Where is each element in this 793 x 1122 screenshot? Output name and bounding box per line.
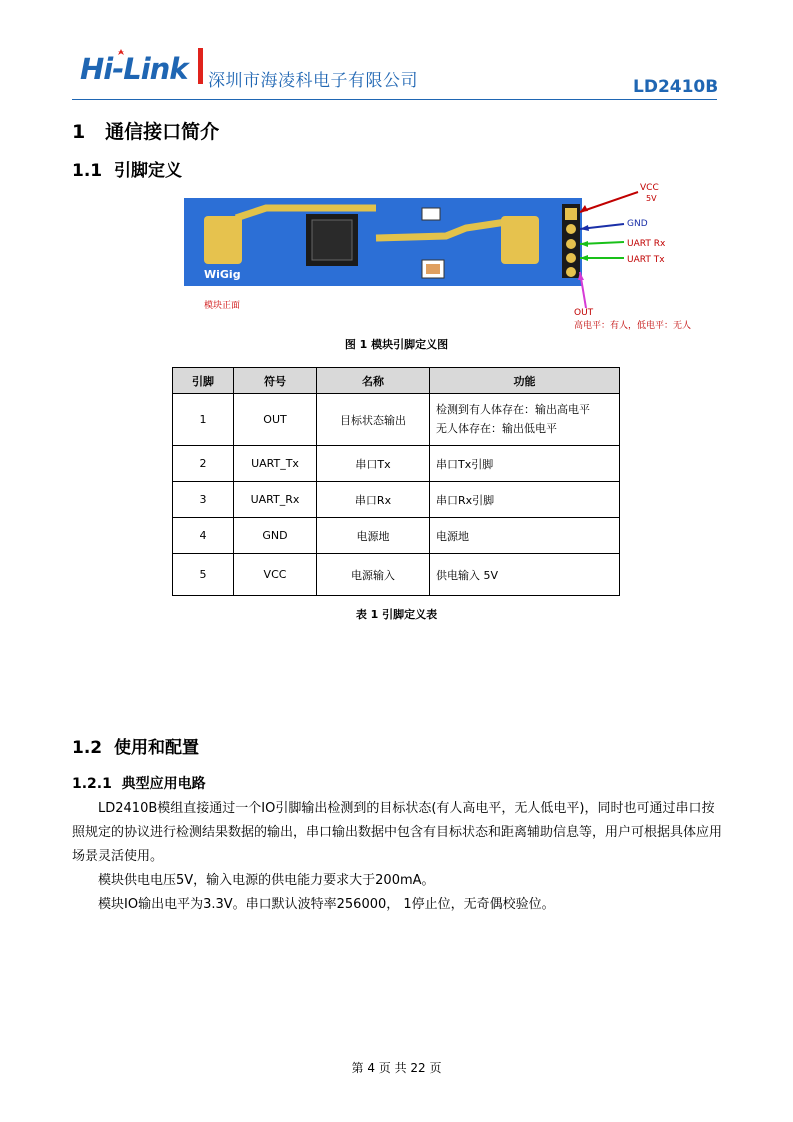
cell-pin: 4 xyxy=(173,518,234,554)
cell-function: 检测到有人体存在：输出高电平 无人体存在：输出低电平 xyxy=(430,394,620,446)
section-title: 引脚定义 xyxy=(113,161,182,181)
section-title: 通信接口简介 xyxy=(105,121,220,143)
col-pin: 引脚 xyxy=(173,368,234,394)
cell-pin: 3 xyxy=(173,482,234,518)
logo-text: Hi-Link xyxy=(80,52,188,86)
vcc-voltage-label: 5V xyxy=(646,194,657,203)
antenna-pad-right xyxy=(501,216,539,264)
col-symbol: 符号 xyxy=(234,368,317,394)
section-1-1-heading xyxy=(72,156,182,181)
paragraph-2: 模块供电电压5V，输入电源的供电能力要求大于200mA。 xyxy=(98,873,435,888)
page-number: 第 4 页 共 22 页 xyxy=(351,1061,442,1075)
header-divider xyxy=(72,99,717,100)
pin-gnd xyxy=(566,224,576,234)
company-name: 深圳市海凌科电子有限公司 xyxy=(208,71,418,91)
section-number: 1.2.1 xyxy=(72,776,112,792)
cell-pin: 1 xyxy=(173,394,234,446)
section-number: 1.1 xyxy=(72,161,103,181)
vcc-label: VCC xyxy=(640,183,659,193)
model-name: LD2410B xyxy=(633,77,719,97)
cell-pin: 5 xyxy=(173,554,234,596)
table-row xyxy=(173,518,620,554)
cell-function: 串口Tx引脚 xyxy=(430,446,620,482)
table-caption: 表 1 引脚定义表 xyxy=(355,608,438,621)
table-header-row xyxy=(173,368,620,394)
front-label: 模块正面 xyxy=(204,301,241,311)
hi-link-logo xyxy=(78,46,204,86)
out-desc-label: 高电平：有人，低电平：无人 xyxy=(574,321,692,331)
cell-name: 串口Rx xyxy=(317,482,430,518)
paragraph-1: LD2410B模组直接通过一个IO引脚输出检测到的目标状态(有人高电平，无人低电平)，同时也可通过串口按照规定的协议进行检测结果数据的输出，串口输出数据中包含有目标状态和距离辅助信息等，用户可根据具体应用场景灵活使用。 xyxy=(72,801,723,864)
table-row xyxy=(173,446,620,482)
cell-symbol: GND xyxy=(234,518,317,554)
col-name: 名称 xyxy=(317,368,430,394)
cell-name: 电源输入 xyxy=(317,554,430,596)
section-1-heading xyxy=(72,117,219,144)
section-number: 1 xyxy=(72,121,86,143)
cell-name: 电源地 xyxy=(317,518,430,554)
cell-name: 目标状态输出 xyxy=(317,394,430,446)
table-row xyxy=(173,554,620,596)
cell-symbol: UART_Rx xyxy=(234,482,317,518)
section-title: 典型应用电路 xyxy=(121,776,206,792)
table-row xyxy=(173,394,620,446)
section-title: 使用和配置 xyxy=(113,738,199,758)
cell-pin: 2 xyxy=(173,446,234,482)
board-mark-text: WiGig xyxy=(204,268,241,281)
gnd-label: GND xyxy=(627,219,648,229)
section-1-2-1-heading xyxy=(72,773,206,793)
table-row xyxy=(173,482,620,518)
cell-symbol: UART_Tx xyxy=(234,446,317,482)
uart-tx-label: UART Tx xyxy=(627,255,665,265)
cell-symbol: OUT xyxy=(234,394,317,446)
paragraph-3: 模块IO输出电平为3.3V。串口默认波特率256000， 1停止位，无奇偶校验位。 xyxy=(98,897,555,912)
out-label: OUT xyxy=(574,308,594,318)
cell-function: 供电输入 5V xyxy=(430,554,620,596)
section-1-2-heading xyxy=(72,733,199,758)
pin-definition-table xyxy=(172,367,620,596)
cell-name: 串口Tx xyxy=(317,446,430,482)
vcc-arrow xyxy=(580,192,638,212)
cell-function: 电源地 xyxy=(430,518,620,554)
section-number: 1.2 xyxy=(72,738,103,758)
cell-symbol: VCC xyxy=(234,554,317,596)
uart-rx-label: UART Rx xyxy=(627,239,666,249)
pin-rx xyxy=(566,239,576,249)
logo-accent-bar xyxy=(198,48,203,84)
col-function: 功能 xyxy=(430,368,620,394)
antenna-pad-left xyxy=(204,216,242,264)
cell-function: 串口Rx引脚 xyxy=(430,482,620,518)
pin-out xyxy=(566,267,576,277)
module-pinout-figure xyxy=(176,178,716,338)
pin-vcc xyxy=(565,208,577,220)
figure-caption: 图 1 模块引脚定义图 xyxy=(344,338,449,351)
pin-tx xyxy=(566,253,576,263)
